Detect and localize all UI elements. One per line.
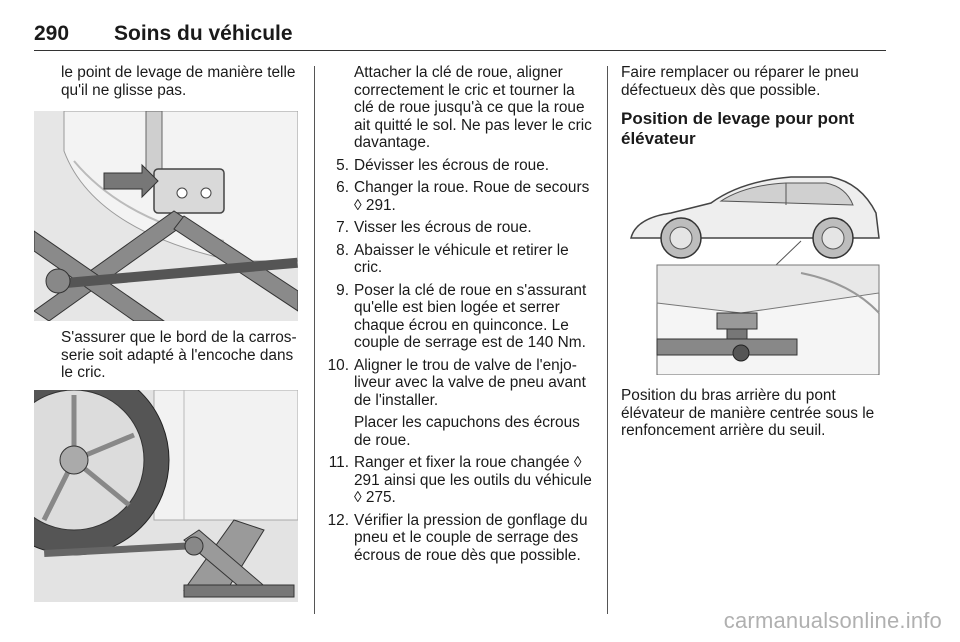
paragraph-attach-wrench: Attacher la clé de roue, aligner correctement le cric et tourner la clé de roue jusqu'à ce que la roue ait quitté le sol. Ne pas lever le cric davantage. xyxy=(354,64,592,151)
list-item xyxy=(327,219,595,237)
step-number: 11. xyxy=(328,454,349,471)
list-item xyxy=(327,282,595,352)
step-number: 6. xyxy=(336,179,349,196)
step-text: Vérifier la pression de gonflage du pneu et le couple de serrage des écrous de roue dès que possible. xyxy=(354,511,588,564)
list-item xyxy=(327,179,595,214)
column-divider xyxy=(314,66,315,614)
step-text: Visser les écrous de roue. xyxy=(354,219,532,236)
step-text: Ranger et fixer la roue changée ◊ 291 ainsi que les outils du véhicule ◊ 275. xyxy=(354,454,592,506)
caption-lift-arm: Position du bras arrière du pont élévateur de manière centrée sous le renfoncement arrière du seuil. xyxy=(621,387,875,439)
column-3 xyxy=(621,64,891,440)
wheel-wrench-jack-illustration xyxy=(34,390,298,602)
page-header xyxy=(34,22,886,51)
paragraph-replace-tyre: Faire remplacer ou réparer le pneu défectueux dès que possible. xyxy=(621,64,859,99)
list-item xyxy=(327,242,595,277)
column-divider xyxy=(607,66,608,614)
subheading-lift-position: Position de levage pour pont élévateur xyxy=(621,109,855,148)
step-number: 7. xyxy=(336,219,349,236)
paragraph-intro: le point de levage de manière telle qu'il ne glisse pas. xyxy=(61,64,296,99)
paragraph-wheel-nut-caps: Placer les capuchons des écrous de roue. xyxy=(354,414,580,449)
column-1 xyxy=(61,64,301,602)
section-title: Soins du véhicule xyxy=(114,22,293,45)
list-item xyxy=(327,512,595,565)
step-number: 10. xyxy=(327,356,349,374)
step-text: Changer la roue. Roue de secours ◊ 291. xyxy=(354,179,590,214)
step-text: Aligner le trou de valve de l'enjoliveur avec la valve de pneu avant de l'installer. xyxy=(354,356,586,409)
list-item xyxy=(327,357,595,410)
list-item xyxy=(327,157,595,175)
step-number: 12. xyxy=(327,511,349,529)
watermark: carmanualsonline.info xyxy=(723,608,942,633)
page-number: 290 xyxy=(34,22,70,45)
steps-list-continued xyxy=(327,454,595,564)
steps-list xyxy=(327,157,595,410)
step-number: 5. xyxy=(336,156,349,174)
caption-jack-edge: S'assurer que le bord de la carrosserie soit adapté à l'encoche dans le cric. xyxy=(61,329,297,381)
list-item xyxy=(327,454,595,507)
lift-position-illustration xyxy=(621,163,885,375)
column-2 xyxy=(327,64,595,569)
step-number: 9. xyxy=(336,281,349,299)
step-number: 8. xyxy=(336,241,349,259)
step-text: Poser la clé de roue en s'assurant qu'elle est bien logée et serrer chaque écrou en quinconce. Le couple de serrage est de 140 Nm. xyxy=(354,281,587,351)
step-text: Dévisser les écrous de roue. xyxy=(354,156,550,174)
jack-placement-illustration xyxy=(34,111,298,321)
step-text: Abaisser le véhicule et retirer le cric. xyxy=(354,241,569,276)
